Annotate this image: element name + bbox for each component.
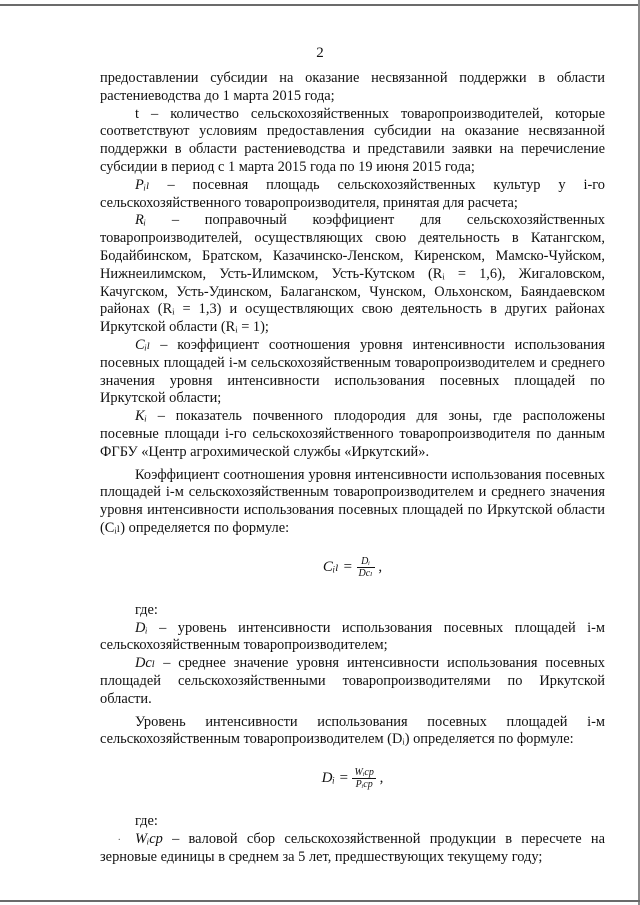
paragraph — [100, 620, 605, 656]
document-body — [100, 70, 605, 866]
fraction-numerator: Wᵢcр — [354, 767, 374, 779]
paragraph — [100, 831, 605, 867]
paragraph-text: – коэффициент соотношения уровня интенсивности использования посевных площадей i-м сельскохозяйственным товаропроизводителем и среднего значения уровня интенсивности использования посевных площадей по Иркутской области; — [100, 336, 605, 407]
scan-edge-bottom — [0, 900, 640, 902]
formula-d — [100, 767, 605, 801]
variable: Cᵢₗ — [135, 336, 151, 353]
formula-lhs: Dᵢ = — [321, 770, 349, 787]
fraction — [352, 767, 375, 790]
paragraph-text: – уровень интенсивности использования посевных площадей i-м сельскохозяйственным товаропроизводителем; — [100, 619, 605, 654]
formula-tail: , — [374, 558, 383, 575]
fraction-denominator: Pᵢcр — [355, 779, 373, 791]
paragraph-text: – посевная площадь сельскохозяйственных культур у i-го сельскохозяйственного товаропроизводителя, принятая для расчета; — [100, 176, 605, 211]
page-number: 2 — [316, 45, 324, 61]
fraction — [357, 556, 375, 579]
formula-tail: , — [375, 770, 384, 787]
paragraph-text: – валовой сбор сельскохозяйственной продукции в пересчете на зерновые единицы в среднем за 5 лет, предшествующих текущему году; — [100, 830, 605, 865]
variable: Dᵢ — [135, 619, 148, 636]
variable: Wᵢcр — [135, 830, 163, 847]
formula-lhs: Cᵢₗ = — [322, 558, 353, 575]
paragraph: Коэффициент соотношения уровня интенсивности использования посевных площадей i-м сельскохозяйственным товаропроизводителем и среднего значения уровня интенсивности использования посевных площадей по Иркутской области (Cᵢₗ) определяется по формуле: — [100, 466, 605, 536]
paragraph — [100, 408, 605, 461]
paragraph: Уровень интенсивности использования посевных площадей i-м сельскохозяйственным товаропроизводителем (Dᵢ) определяется по формуле: — [100, 713, 605, 748]
paragraph-text: – показатель почвенного плодородия для зоны, где расположены посевные площади i-го сельскохозяйственного товаропроизводителя по данным ФГБУ «Центр агрохимической службы «Иркутский». — [100, 408, 605, 460]
variable: Rᵢ — [135, 212, 147, 229]
paragraph — [100, 177, 605, 213]
paragraph: предоставлении субсидии на оказание несвязанной поддержки в области растениеводства до 1 марта 2015 года; — [100, 70, 605, 104]
where-label: где: — [135, 601, 158, 618]
formula-c — [100, 556, 605, 590]
fraction-numerator: Dᵢ — [357, 556, 375, 568]
paragraph — [100, 655, 605, 708]
paragraph: t – количество сельскохозяйственных товаропроизводителей, которые соответствуют условиям предоставления субсидии на оказание несвязанной поддержки в области растениеводства и представили заявки на перечисление субсидии в период с 1 марта 2015 года по 19 июня 2015 года; — [100, 105, 605, 175]
paragraph-text: – среднее значение уровня интенсивности использования посевных площадей сельскохозяйственными товаропроизводителями по Иркутской области. — [100, 655, 605, 707]
where-label: где: — [135, 813, 158, 830]
paragraph — [100, 337, 605, 408]
variable: Dcₗ — [135, 655, 156, 672]
variable: Kᵢ — [135, 408, 147, 425]
paragraph — [100, 212, 605, 337]
scan-edge-top — [0, 4, 640, 6]
fraction-denominator: Dcₗ — [358, 567, 373, 579]
paragraph-text: – поправочный коэффициент для сельскохозяйственных товаропроизводителей, осуществляющих свою деятельность в Катангском, Бодайбинском, Братском, Казачинско-Ленском, Киренском, Мамско-Чуйском, Нижнеилимском, Усть-Илимском, Усть-Кутском (Rᵢ = 1,6), Жигаловском, Качугском, Усть-Удинском, Балаганском, Чунском, Ольхонском, Баяндаевском районах (Rᵢ = 1,3) и осуществляющих свою деятельность в других районах Иркутской области (Rᵢ = 1); — [100, 212, 605, 336]
variable: Pᵢₗ — [135, 176, 150, 193]
scan-mark: . — [118, 832, 121, 843]
